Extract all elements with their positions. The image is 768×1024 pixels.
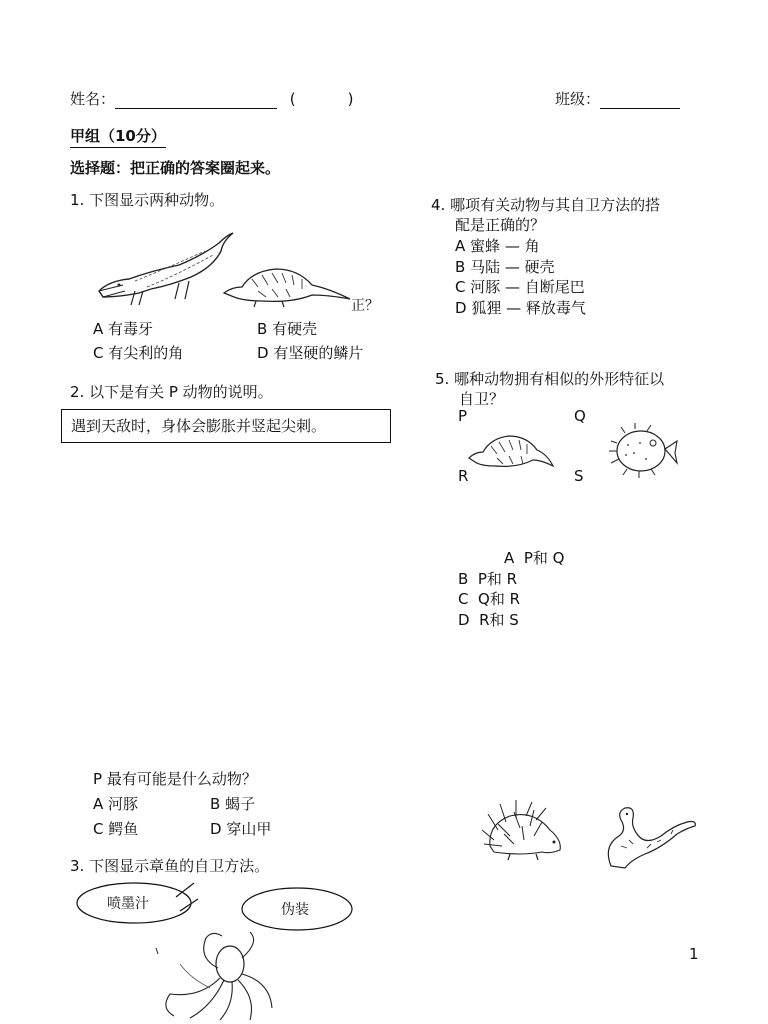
q5-text-line2: 自卫？ (459, 390, 505, 408)
q1-partial-text: 正？ (351, 298, 379, 314)
class-field (555, 88, 680, 109)
q3-bubble-camouflage-text: 伪装 (281, 902, 309, 918)
porcupine-icon (480, 800, 566, 862)
q1-option-c[interactable]: C 有尖利的角 (93, 344, 184, 362)
name-field (70, 88, 354, 109)
class-label: 班级： (555, 90, 601, 108)
q4-text-line2: 配是正确的？ (455, 216, 546, 234)
name-label: 姓名： (70, 90, 116, 108)
q5-number: 5. (435, 370, 450, 388)
q1-option-d[interactable]: D 有坚硬的鳞片 (257, 344, 364, 362)
q3-number: 3. (70, 857, 85, 875)
q5-option-a[interactable]: A P和 Q (504, 549, 565, 567)
snake-icon (601, 806, 699, 872)
q5-label-q: Q (574, 407, 586, 425)
q2-option-d[interactable]: D 穿山甲 (210, 820, 272, 838)
page-number: 1 (689, 945, 699, 963)
q2-box-text: 遇到天敌时，身体会膨胀并竖起尖刺。 (71, 417, 327, 435)
paren-close: ) (347, 90, 354, 108)
q1-option-a[interactable]: A 有毒牙 (93, 320, 154, 338)
pufferfish-icon (607, 423, 679, 479)
octopus-icon (150, 928, 280, 1020)
q4-option-a[interactable]: A 蜜蜂 — 角 (455, 237, 540, 255)
q2-question: P 最有可能是什么动物？ (93, 770, 257, 788)
section-title: 甲组（10分） (70, 125, 166, 148)
q4-option-c[interactable]: C 河豚 — 自断尾巴 (455, 278, 585, 296)
q2-option-a[interactable]: A 河豚 (93, 795, 139, 813)
q2-option-c[interactable]: C 鳄鱼 (93, 820, 139, 838)
q3-bubble-ink-text: 喷墨汁 (107, 896, 149, 912)
q3-text: 下图显示章鱼的自卫方法。 (89, 857, 270, 875)
section-instruction: 选择题：把正确的答案圈起来。 (70, 159, 281, 177)
q4-stem (431, 194, 660, 215)
crocodile-icon (95, 225, 235, 307)
q5-label-p: P (458, 407, 468, 425)
q1-number: 1. (70, 191, 85, 209)
q2-text: 以下是有关 P 动物的说明。 (89, 383, 273, 401)
name-blank[interactable] (115, 92, 277, 109)
pangolin-icon (222, 265, 352, 307)
q4-option-d[interactable]: D 狐狸 — 释放毒气 (455, 299, 586, 317)
pangolin-small-icon (467, 432, 555, 472)
q5-option-c[interactable]: C Q和 R (458, 590, 521, 608)
q1-text: 下图显示两种动物。 (89, 191, 225, 209)
q1-option-b[interactable]: B 有硬壳 (257, 320, 318, 338)
q2-option-b[interactable]: B 蝎子 (210, 795, 256, 813)
q3-stem (70, 855, 269, 876)
q5-text-line1: 哪种动物拥有相似的外形特征以 (454, 370, 665, 388)
q5-stem (435, 368, 664, 389)
q4-text-line1: 哪项有关动物与其自卫方法的搭 (450, 196, 661, 214)
q2-description-box (61, 409, 391, 443)
q5-option-d[interactable]: D R和 S (458, 611, 519, 629)
q5-option-b[interactable]: B P和 R (458, 570, 518, 588)
q2-number: 2. (70, 383, 85, 401)
q5-label-r: R (458, 467, 469, 485)
class-blank[interactable] (600, 92, 680, 109)
q1-stem (70, 189, 224, 210)
q4-option-b[interactable]: B 马陆 — 硬壳 (455, 258, 555, 276)
paren-open: ( (289, 90, 296, 108)
q4-number: 4. (431, 196, 446, 214)
q5-label-s: S (574, 467, 584, 485)
q2-stem (70, 381, 273, 402)
